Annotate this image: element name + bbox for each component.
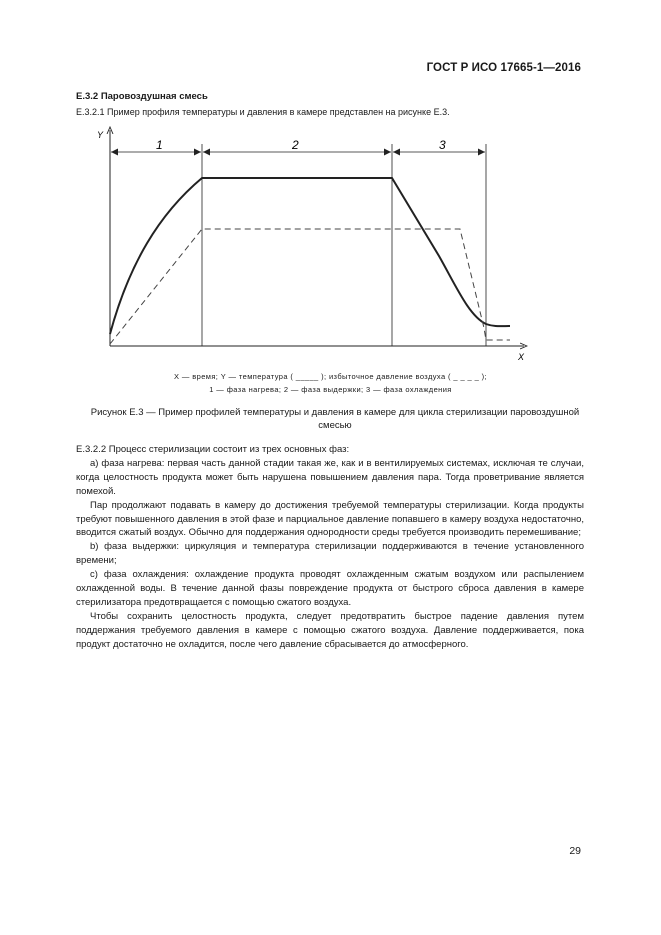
standard-header: ГОСТ Р ИСО 17665-1—2016 — [426, 62, 581, 74]
paragraph-e3-2-2: Е.3.2.2 Процесс стерилизации состоит из трех основных фаз: — [76, 444, 350, 455]
phase-1-label: 1 — [156, 138, 163, 152]
page-number: 29 — [569, 845, 581, 857]
figure-legend-phases: 1 — фаза нагрева; 2 — фаза выдержки; 3 — фаза охлаждения — [209, 385, 452, 394]
paragraph-pressure-maintenance: Чтобы сохранить целостность продукта, следует предотвратить быстрое падение давления путем поддержания требуемого давления в камере с помощью сжатого воздуха. Давление поддерживается, пока продукт достаточно не охладится, после чего давление сбрасывается до атмосферного. — [76, 610, 584, 650]
sterilization-profile-chart — [94, 124, 544, 364]
clause-e3-2-1: Е.3.2.1 Пример профиля температуры и давления в камере представлен на рисунке Е.3. — [76, 107, 450, 117]
body-text — [76, 443, 584, 652]
paragraph-cooling-phase: c) фаза охлаждения: охлаждение продукта проводят охлажденным сжатым воздухом или распылением охлажденной воды. В течение данной фазы повреждение продукта от быстрого сброса давления в камере стерилизатора предотвращается с помощью сжатого воздуха. — [76, 569, 584, 608]
phase-3-label: 3 — [439, 138, 446, 152]
figure-caption: Рисунок Е.3 — Пример профилей температуры и давления в камере для цикла стерилизации паровоздушной смесью — [90, 407, 580, 431]
section-title: Е.3.2 Паровоздушная смесь — [76, 91, 208, 102]
phase-2-label: 2 — [292, 138, 299, 152]
x-axis-label: X — [518, 352, 525, 362]
air-overpressure-curve — [110, 229, 510, 344]
temperature-curve — [110, 178, 510, 334]
figure-legend-axes: X — время; Y — температура ( _____ ); избыточное давление воздуха ( _ _ _ _ ); — [173, 372, 488, 381]
paragraph-steam-supply: Пар продолжают подавать в камеру до достижения требуемой температуры стерилизации. Когда продукты требуют повышенного давления в этой фазе и парциальное давление попавшего в камеру воздуха недостаточно, вводится сжатый воздух. Обычно для поддержания однородности среды требуется производить перемешивание; — [76, 499, 584, 539]
y-axis-label: Y — [97, 130, 104, 140]
paragraph-holding-phase: b) фаза выдержки: циркуляция и температура стерилизации поддерживаются в течение установленного времени; — [76, 541, 584, 567]
paragraph-heating-phase: а) фаза нагрева: первая часть данной стадии такая же, как и в вентилируемых системах, исключая те случаи, когда целостность продукта может быть нарушена повышением давления пара. Тогда проветривание является помехой. — [76, 457, 584, 497]
